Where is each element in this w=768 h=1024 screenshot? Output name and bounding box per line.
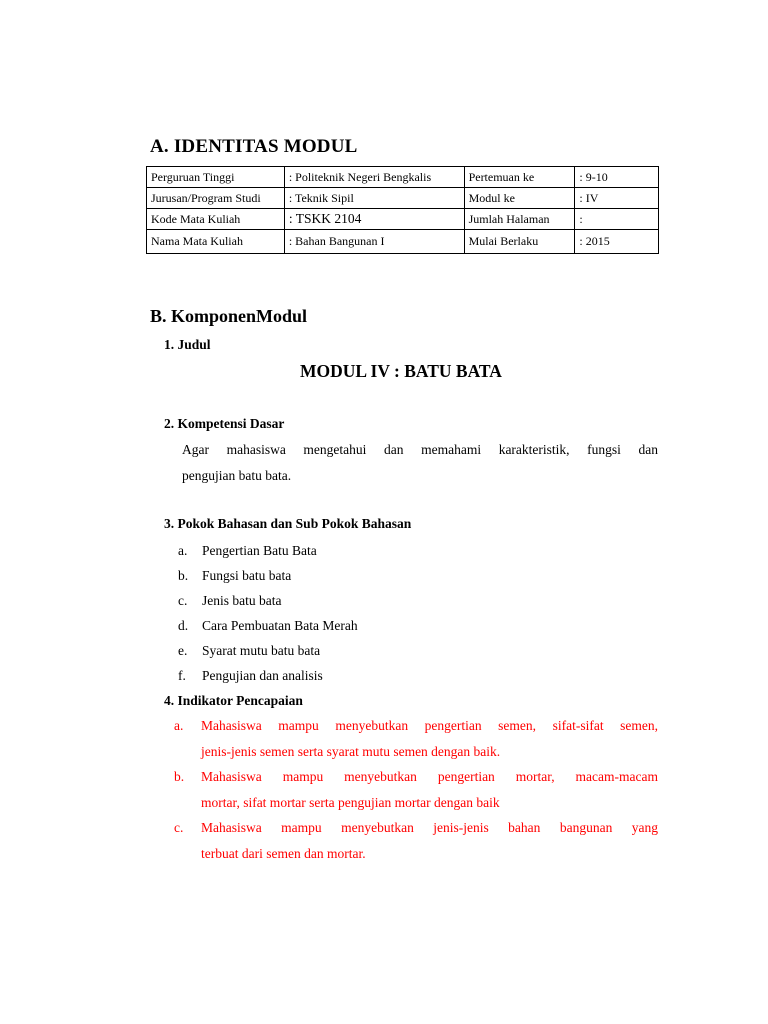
table-cell: : Teknik Sipil — [284, 188, 464, 209]
table-cell: : 9-10 — [575, 167, 659, 188]
list-letter: c. — [174, 820, 184, 835]
table-cell: Kode Mata Kuliah — [147, 209, 285, 230]
list-letter: b. — [174, 769, 185, 784]
body — [201, 764, 658, 816]
identity-table — [146, 166, 659, 254]
paragraph-line: Mahasiswa mampu menyebutkan jenis-jenis bahan bangunan yang — [201, 820, 658, 835]
list-text: Cara Pembuatan Bata Merah — [202, 618, 358, 633]
list-text: Pengertian Batu Bata — [202, 543, 317, 558]
list-letter: c. — [178, 593, 188, 608]
body — [201, 815, 658, 867]
list-text: Pengujian dan analisis — [202, 668, 323, 683]
table-row — [147, 167, 659, 188]
list-letter: a. — [174, 718, 184, 733]
paragraph-line: jenis-jenis semen serta syarat mutu semen dengan baik. — [201, 744, 501, 759]
list-text: Fungsi batu bata — [202, 568, 292, 583]
list-letter: e. — [178, 643, 188, 658]
table-row — [147, 209, 659, 230]
list-text: Jenis batu bata — [202, 593, 282, 608]
table-cell: : — [575, 209, 659, 230]
table-row — [147, 188, 659, 209]
paragraph-line: Mahasiswa mampu menyebutkan pengertian mortar, macam-macam — [201, 769, 658, 784]
kompetensi-heading: 2. Kompetensi Dasar — [164, 416, 285, 431]
table-cell: : 2015 — [575, 230, 659, 254]
list-letter: b. — [178, 568, 189, 583]
table-cell: : Politeknik Negeri Bengkalis — [284, 167, 464, 188]
table-cell: Nama Mata Kuliah — [147, 230, 285, 254]
section-b-title: B. KomponenModul — [150, 306, 308, 326]
list-letter: d. — [178, 618, 189, 633]
table-cell: Jumlah Halaman — [464, 209, 575, 230]
judul-heading: 1. Judul — [164, 337, 211, 352]
paragraph-line: pengujian batu bata. — [182, 468, 292, 483]
pokok-heading: 3. Pokok Bahasan dan Sub Pokok Bahasan — [164, 516, 412, 531]
table-cell: : IV — [575, 188, 659, 209]
list-text: Syarat mutu batu bata — [202, 643, 321, 658]
table-cell: Jurusan/Program Studi — [147, 188, 285, 209]
paragraph-line: mortar, sifat mortar serta pengujian mortar dengan baik — [201, 795, 500, 810]
kompetensi-paragraph — [182, 437, 658, 489]
section-a-title: A. IDENTITAS MODUL — [150, 136, 358, 157]
table-cell: Mulai Berlaku — [464, 230, 575, 254]
list-letter: a. — [178, 543, 188, 558]
indikator-heading: 4. Indikator Pencapaian — [164, 693, 303, 708]
table-cell: Modul ke — [464, 188, 575, 209]
list-letter: f. — [178, 668, 186, 683]
modul-title: MODUL IV : BATU BATA — [300, 361, 502, 381]
table-cell: Pertemuan ke — [464, 167, 575, 188]
table-cell: Perguruan Tinggi — [147, 167, 285, 188]
paragraph-line: Agar mahasiswa mengetahui dan memahami karakteristik, fungsi dan — [182, 442, 658, 457]
paragraph-line: terbuat dari semen dan mortar. — [201, 846, 366, 861]
paragraph-line: Mahasiswa mampu menyebutkan pengertian semen, sifat-sifat semen, — [201, 718, 658, 733]
table-cell: : Bahan Bangunan I — [284, 230, 464, 254]
body — [201, 713, 658, 765]
table-row — [147, 230, 659, 254]
table-cell: : TSKK 2104 — [284, 209, 464, 230]
